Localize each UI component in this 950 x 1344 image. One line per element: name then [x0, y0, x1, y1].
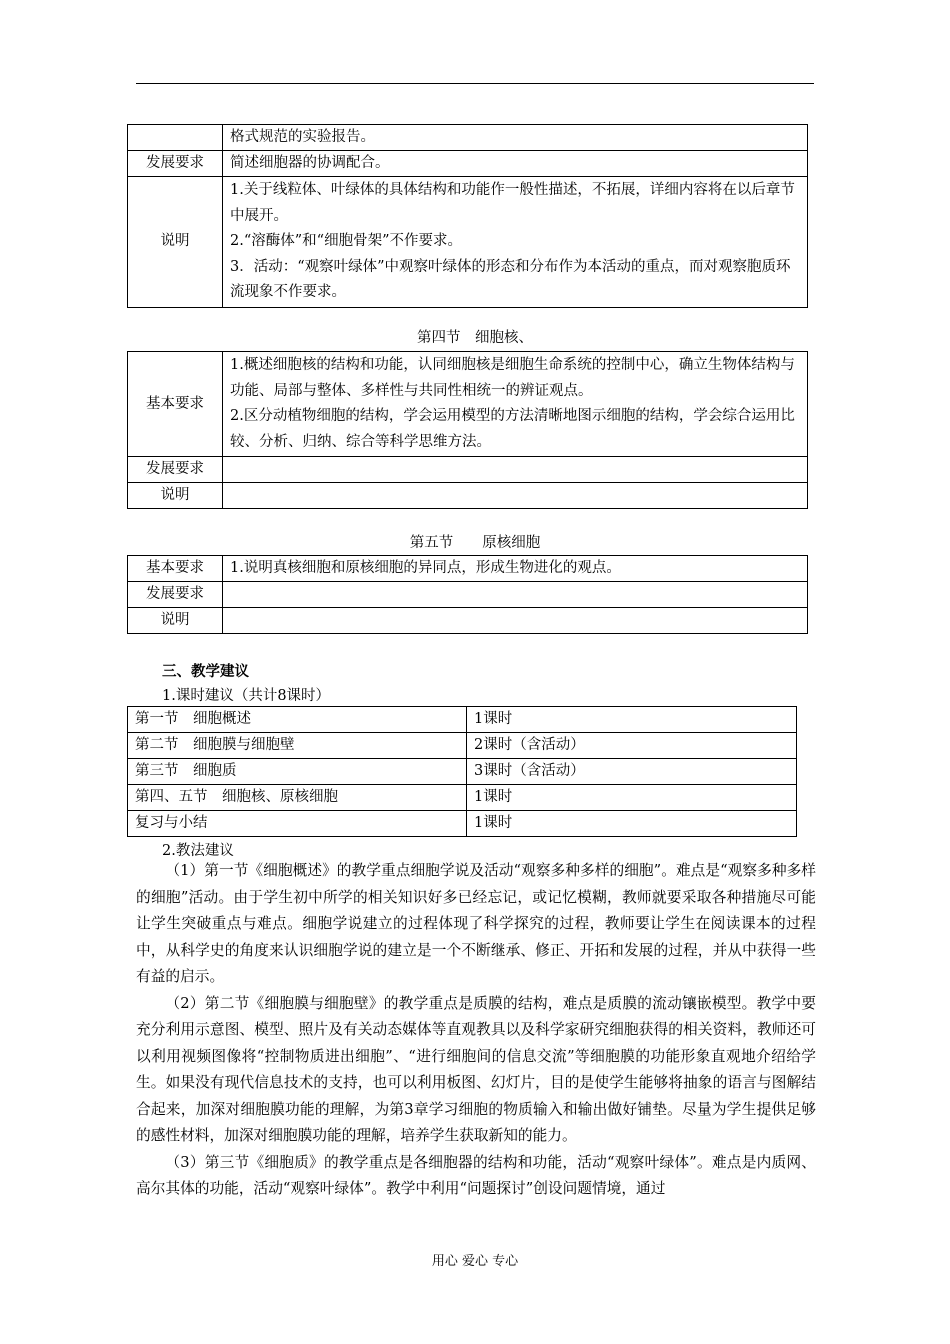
table-row — [128, 177, 808, 308]
row-content — [223, 608, 808, 634]
paragraph: （2）第二节《细胞膜与细胞壁》的教学重点是质膜的结构，难点是质膜的流动镶嵌模型。教学中要充分利用示意图、模型、照片及有关动态媒体等直观教具以及科学家研究细胞获得的相关资料，教师还可以利用视频图像将“控制物质进出细胞”、“进行细胞间的信息交流”等细胞膜的功能形象直观地介绍给学生。如果没有现代信息技术的支持，也可以利用板图、幻灯片，目的是使学生能够将抽象的语言与图解结合起来，加深对细胞膜功能的理解，为第3章学习细胞的物质输入和输出做好铺垫。尽量为学生提供足够的感性材料，加深对细胞膜功能的理解，培养学生获取新知的能力。 — [136, 994, 816, 1144]
table-row — [128, 733, 797, 759]
table-row — [128, 608, 808, 634]
table-row — [128, 352, 808, 457]
row-content: 格式规范的实验报告。 — [223, 125, 808, 151]
requirements-table-section5 — [127, 555, 808, 634]
row-content — [223, 582, 808, 608]
row-content — [223, 457, 808, 483]
method-paragraphs — [136, 858, 816, 1203]
table-row — [128, 582, 808, 608]
requirement-line: 2.区分动植物细胞的结构，学会运用模型的方法清晰地图示细胞的结构，学会综合运用比较、分析、归纳、综合等科学思维方法。 — [230, 408, 795, 450]
note-line: 3．活动：“观察叶绿体”中观察叶绿体的形态和分布作为本活动的重点，而对观察胞质环流现象不作要求。 — [230, 258, 791, 300]
hours-value: 2课时（含活动） — [467, 733, 797, 759]
row-content-notes — [223, 177, 808, 308]
teaching-heading: 三、教学建议 — [162, 664, 249, 680]
row-content: 简述细胞器的协调配合。 — [223, 151, 808, 177]
table-row — [128, 151, 808, 177]
table-row — [128, 811, 797, 837]
class-hours-table — [127, 706, 797, 837]
hours-title: 1.课时建议（共计8课时） — [162, 688, 331, 704]
row-label-notes: 说明 — [128, 177, 223, 308]
row-content — [223, 483, 808, 509]
hours-section: 第四、五节 细胞核、原核细胞 — [128, 785, 467, 811]
hours-value: 1课时 — [467, 811, 797, 837]
note-line: 1.关于线粒体、叶绿体的具体结构和功能作一般性描述，不拓展，详细内容将在以后章节中展开。 — [230, 182, 795, 224]
table-row — [128, 707, 797, 733]
requirements-table-section4 — [127, 351, 808, 509]
row-content-basic — [223, 352, 808, 457]
paragraph: （3）第三节《细胞质》的教学重点是各细胞器的结构和功能，活动“观察叶绿体”。难点是内质网、高尔其体的功能，活动“观察叶绿体”。教学中利用“问题探讨”创设问题情境，通过 — [136, 1153, 816, 1197]
hours-section: 第三节 细胞质 — [128, 759, 467, 785]
row-label-basic: 基本要求 — [128, 352, 223, 457]
hours-section: 第二节 细胞膜与细胞壁 — [128, 733, 467, 759]
table-row — [128, 125, 808, 151]
hours-value: 1课时 — [467, 707, 797, 733]
table-row — [128, 759, 797, 785]
hours-section: 复习与小结 — [128, 811, 467, 837]
paragraph: （1）第一节《细胞概述》的教学重点细胞学说及活动“观察多种多样的细胞”。难点是“观察多种多样的细胞”活动。由于学生初中所学的相关知识好多已经忘记，或记忆模糊，教师就要采取各种措施尽可能让学生突破重点与难点。细胞学说建立的过程体现了科学探究的过程，教师要让学生在阅读课本的过程中，从科学史的角度来认识细胞学说的建立是一个不断继承、修正、开拓和发展的过程，并从中获得一些有益的启示。 — [136, 862, 816, 985]
requirement-line: 1.概述细胞核的结构和功能，认同细胞核是细胞生命系统的控制中心，确立生物体结构与功能、局部与整体、多样性与共同性相统一的辨证观点。 — [230, 357, 795, 399]
section5-title: 第五节 原核细胞 — [409, 535, 541, 551]
row-label-development: 发展要求 — [128, 151, 223, 177]
row-label — [128, 125, 223, 151]
note-line: 2.“溶酶体”和“细胞骨架”不作要求。 — [230, 233, 462, 249]
row-label-development: 发展要求 — [128, 582, 223, 608]
table-row — [128, 483, 808, 509]
hours-value: 3课时（含活动） — [467, 759, 797, 785]
requirements-table-section3 — [127, 124, 808, 308]
row-label-development: 发展要求 — [128, 457, 223, 483]
page-footer: 用心 爱心 专心 — [431, 1254, 519, 1269]
row-label-notes: 说明 — [128, 483, 223, 509]
table-row — [128, 785, 797, 811]
header-rule — [136, 83, 814, 84]
hours-value: 1课时 — [467, 785, 797, 811]
row-label-basic: 基本要求 — [128, 556, 223, 582]
method-title: 2.教法建议 — [162, 843, 234, 859]
row-content: 1.说明真核细胞和原核细胞的异同点，形成生物进化的观点。 — [223, 556, 808, 582]
section4-title: 第四节 细胞核、 — [417, 330, 533, 346]
row-label-notes: 说明 — [128, 608, 223, 634]
table-row — [128, 457, 808, 483]
hours-section: 第一节 细胞概述 — [128, 707, 467, 733]
table-row — [128, 556, 808, 582]
